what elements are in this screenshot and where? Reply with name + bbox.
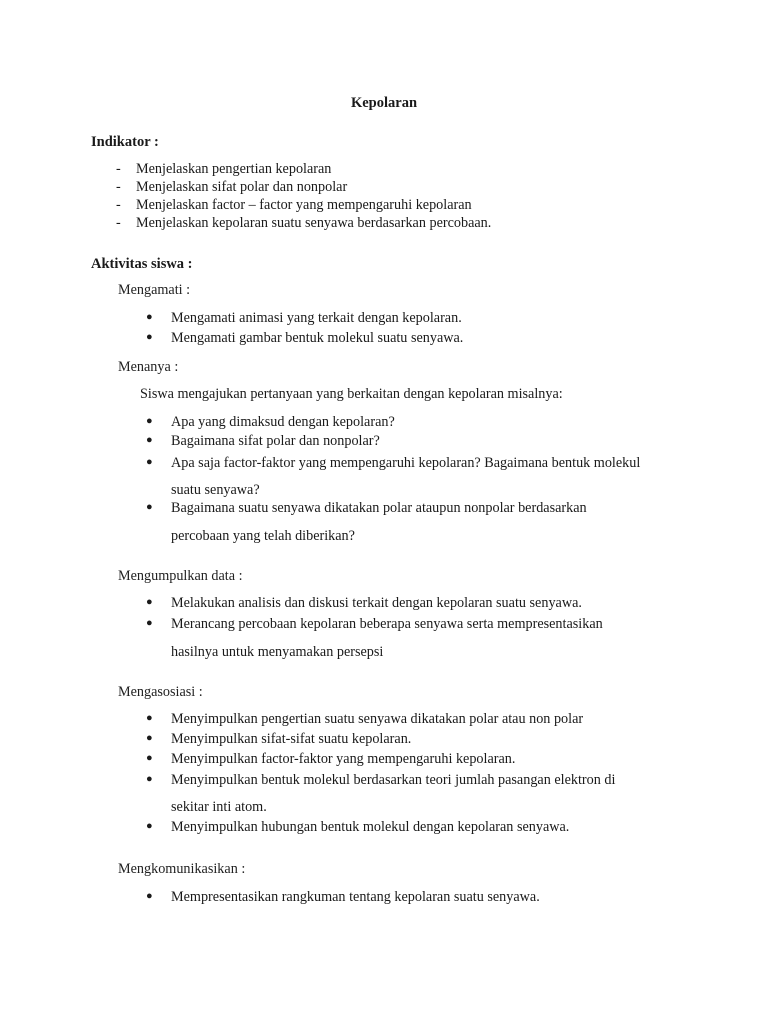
bullet-icon: ● <box>146 456 153 468</box>
bullet-icon: ● <box>146 311 153 323</box>
bullet-icon: ● <box>146 501 153 513</box>
bullet-icon: ● <box>146 617 153 629</box>
indikator-heading: Indikator : <box>91 134 159 150</box>
list-item-continuation: hasilnya untuk menyamakan persepsi <box>171 644 384 660</box>
list-item: Menyimpulkan sifat-sifat suatu kepolaran. <box>171 731 412 747</box>
list-item: Menjelaskan factor – factor yang mempengaruhi kepolaran <box>136 197 472 213</box>
mengasosiasi-label: Mengasosiasi : <box>118 684 203 700</box>
bullet-icon: ● <box>146 890 153 902</box>
list-item: Menyimpulkan hubungan bentuk molekul dengan kepolaran senyawa. <box>171 819 570 835</box>
list-item: Menyimpulkan factor-faktor yang mempengaruhi kepolaran. <box>171 751 516 767</box>
menanya-label: Menanya : <box>118 359 179 375</box>
list-item: Menjelaskan kepolaran suatu senyawa berdasarkan percobaan. <box>136 215 492 231</box>
bullet-icon: ● <box>146 752 153 764</box>
bullet-icon: ● <box>146 596 153 608</box>
page-title: Kepolaran <box>350 95 418 111</box>
list-item: Menyimpulkan pengertian suatu senyawa dikatakan polar atau non polar <box>171 711 584 727</box>
list-item: Mengamati gambar bentuk molekul suatu senyawa. <box>171 330 464 346</box>
bullet-icon: ● <box>146 773 153 785</box>
list-item: Apa saja factor-faktor yang mempengaruhi kepolaran? Bagaimana bentuk molekul <box>171 455 641 471</box>
list-item: Menjelaskan pengertian kepolaran <box>136 161 332 177</box>
mengamati-label: Mengamati : <box>118 282 191 298</box>
dash-marker-icon: - <box>116 179 121 195</box>
list-item: Melakukan analisis dan diskusi terkait dengan kepolaran suatu senyawa. <box>171 595 582 611</box>
list-item: Menyimpulkan bentuk molekul berdasarkan teori jumlah pasangan elektron di <box>171 772 616 788</box>
bullet-icon: ● <box>146 712 153 724</box>
bullet-icon: ● <box>146 434 153 446</box>
list-item: Mempresentasikan rangkuman tentang kepolaran suatu senyawa. <box>171 889 540 905</box>
dash-marker-icon: - <box>116 161 121 177</box>
bullet-icon: ● <box>146 820 153 832</box>
aktivitas-heading: Aktivitas siswa : <box>91 256 193 272</box>
list-item-continuation: percobaan yang telah diberikan? <box>171 528 355 544</box>
list-item: Apa yang dimaksud dengan kepolaran? <box>171 414 395 430</box>
mengumpulkan-label: Mengumpulkan data : <box>118 568 243 584</box>
bullet-icon: ● <box>146 415 153 427</box>
mengkomunikasikan-label: Mengkomunikasikan : <box>118 861 246 877</box>
list-item-continuation: suatu senyawa? <box>171 482 260 498</box>
list-item: Merancang percobaan kepolaran beberapa senyawa serta mempresentasikan <box>171 616 603 632</box>
list-item: Bagaimana suatu senyawa dikatakan polar ataupun nonpolar berdasarkan <box>171 500 587 516</box>
dash-marker-icon: - <box>116 197 121 213</box>
list-item: Mengamati animasi yang terkait dengan kepolaran. <box>171 310 462 326</box>
list-item: Bagaimana sifat polar dan nonpolar? <box>171 433 380 449</box>
dash-marker-icon: - <box>116 215 121 231</box>
list-item: Menjelaskan sifat polar dan nonpolar <box>136 179 348 195</box>
bullet-icon: ● <box>146 331 153 343</box>
bullet-icon: ● <box>146 732 153 744</box>
list-item-continuation: sekitar inti atom. <box>171 799 267 815</box>
menanya-intro: Siswa mengajukan pertanyaan yang berkaitan dengan kepolaran misalnya: <box>140 386 563 402</box>
